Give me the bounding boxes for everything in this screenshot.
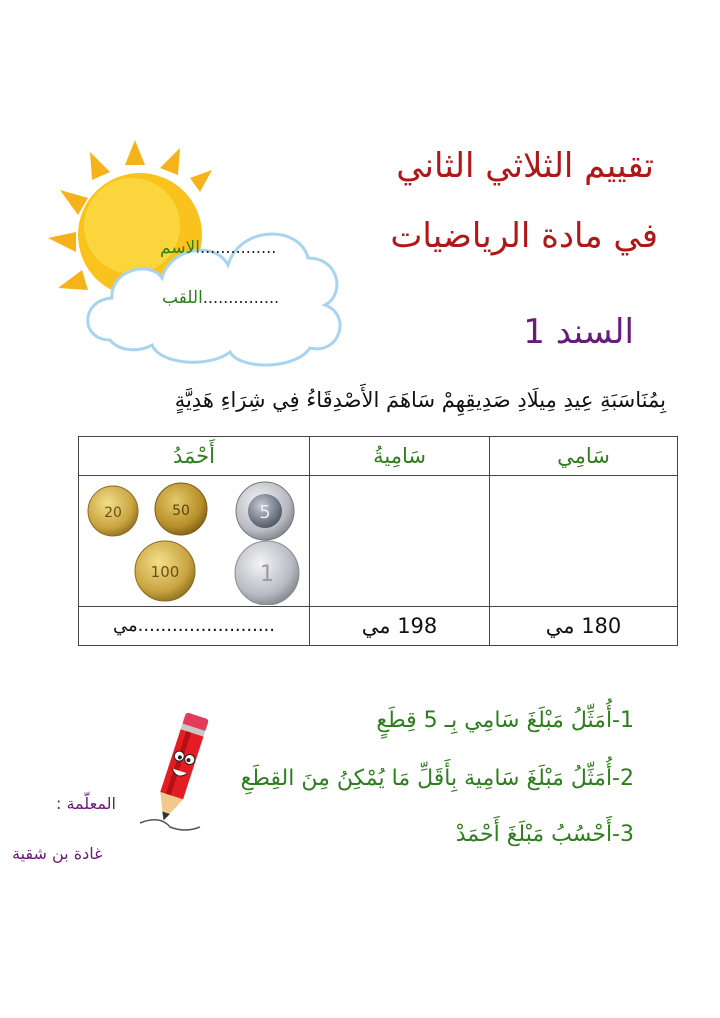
surname-label: اللقب (162, 288, 203, 308)
coin-20-icon (88, 486, 138, 536)
surname-dots: ............... (202, 288, 280, 307)
table-amount-row (79, 606, 678, 645)
question-1: 1-أُمَثِّلُ مَبْلَغَ سَامِي بِـ 5 قِطَعٍ (376, 708, 634, 733)
coin-20-label: 20 (104, 504, 122, 521)
amount-ahmed[interactable]: ........................مي (79, 606, 310, 645)
table-coins-row (79, 476, 678, 606)
header-sami: سَامِي (490, 437, 678, 476)
header-samia: سَامِيةُ (310, 437, 490, 476)
pencil-icon (130, 705, 230, 835)
coins-cell-ahmed (79, 476, 310, 606)
coin-100-icon (135, 541, 195, 601)
title-line-2: في مادة الرياضيات (390, 216, 658, 256)
surname-field[interactable] (162, 288, 279, 308)
coin-5-label: 5 (259, 501, 271, 523)
name-label: الاسم (160, 238, 200, 258)
table-header-row (79, 437, 678, 476)
coin-50-label: 50 (172, 502, 190, 519)
question-3: 3-أَحْسُبُ مَبْلَغَ أَحْمَدْ (455, 822, 634, 847)
teacher-label: المعلّمة : (56, 794, 116, 813)
section-label: السند 1 (523, 312, 634, 352)
coins-cell-sami (490, 476, 678, 606)
coin-5-icon (236, 482, 294, 540)
name-field[interactable] (160, 238, 276, 258)
coin-1-label: 1 (260, 561, 274, 587)
amount-samia: 198 مي (310, 606, 490, 645)
coin-50-icon (155, 483, 207, 535)
title-line-1: تقييم الثلاثي الثاني (396, 146, 654, 186)
amount-sami: 180 مي (490, 606, 678, 645)
teacher-name: غادة بن شقية (12, 844, 103, 863)
name-dots: ............... (199, 238, 277, 257)
intro-sentence: بِمُنَاسَبَةِ عِيدِ مِيلَادِ صَدِيقِهِمْ سَاهَمَ الأَصْدِقَاءُ فِي شِرَاءِ هَدِيَّةٍ (174, 388, 666, 412)
question-2: 2-أُمَثِّلُ مَبْلَغَ سَامِية بِأَقَلِّ مَا يُمْكِنُ مِنَ القِطَعِ (240, 766, 634, 791)
coin-100-label: 100 (150, 562, 180, 581)
header-ahmed: أَحْمَدُ (79, 437, 310, 476)
coin-1-icon (235, 541, 299, 605)
coins-cell-samia (310, 476, 490, 606)
money-table (78, 436, 678, 646)
coins-group (79, 477, 309, 605)
